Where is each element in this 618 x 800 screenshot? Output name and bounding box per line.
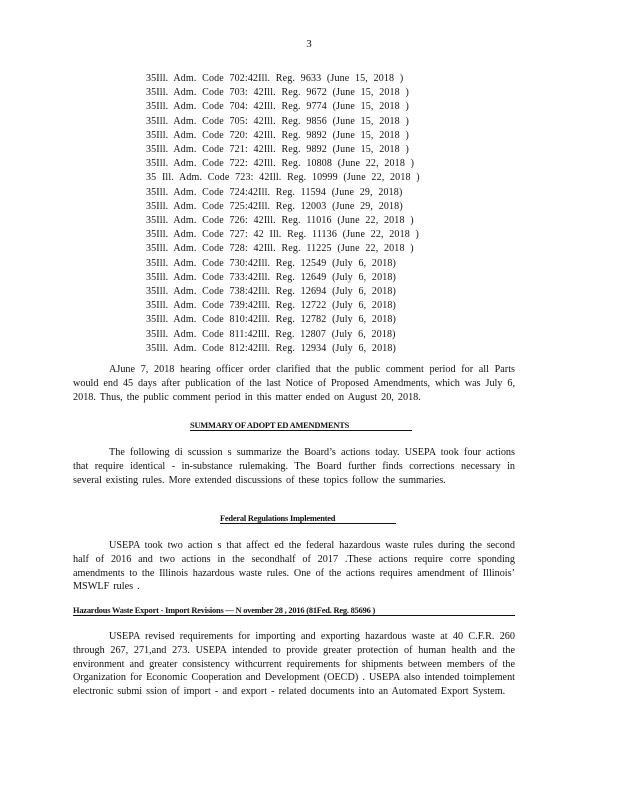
citation-line: 35Ill. Adm. Code 704: 42Ill. Reg. 9774 (June 15, 2018 ): [146, 101, 409, 113]
paragraph-federal: [73, 539, 515, 594]
citation-line: 35Ill. Adm. Code 705: 42Ill. Reg. 9856 (June 15, 2018 ): [146, 115, 409, 127]
paragraph-text: USEPA revised requirements for importing and exporting hazardous waste at 40 C.F.R. 260 through 267, 271,and 273. USEPA intended to provide greater protection of human health and the environment and greater consistency withcurrent requirements for shipments between members of the Organization for Economic Cooperation and Development (OECD) . USEPA also intended toimplement electronic submi ssion of import - and export - related documents into an Automated Export System.: [73, 631, 515, 698]
heading-summary: SUMMARY OF ADOPT ED AMENDMENTS: [190, 421, 412, 431]
paragraph-text: AJune 7, 2018 hearing officer order clarified that the public comment period for all Parts would end 45 days after publication of the last Notice of Proposed Amendments, which was July 6, 2018. Thus, the public comment period in this matter ended on August 20, 2018.: [73, 364, 515, 403]
heading-federal-regulations: Federal Regulations Implemented: [220, 514, 396, 524]
citation-line: 35Ill. Adm. Code 726: 42Ill. Reg. 11016 (June 22, 2018 ): [146, 215, 414, 227]
paragraph-text: USEPA took two action s that affect ed the federal hazardous waste rules during the second half of 2016 and two actions in the secondhalf of 2017 .These actions require corre sponding amendments to the Illinois hazardous waste rules. One of the actions requires amendment of Illinois’ MSWLF rules .: [73, 540, 515, 593]
citation-line: 35Ill. Adm. Code 733:42Ill. Reg. 12649 (July 6, 2018): [146, 271, 396, 283]
citation-line: 35Ill. Adm. Code 724:42Ill. Reg. 11594 (June 29, 2018): [146, 186, 403, 198]
citation-line: 35Ill. Adm. Code 725:42Ill. Reg. 12003 (June 29, 2018): [146, 200, 403, 212]
paragraph-comment-period: [73, 363, 515, 404]
citation-line: 35 Ill. Adm. Code 723: 42Ill. Reg. 10999 (June 22, 2018 ): [146, 172, 420, 184]
citation-line: 35Ill. Adm. Code 703: 42Ill. Reg. 9672 (June 15, 2018 ): [146, 87, 409, 99]
citation-line: 35Ill. Adm. Code 728: 42Ill. Reg. 11225 (June 22, 2018 ): [146, 243, 414, 255]
page-number: 3: [306, 38, 312, 50]
citation-line: 35Ill. Adm. Code 722: 42Ill. Reg. 10808 (June 22, 2018 ): [146, 158, 415, 170]
citation-line: 35Ill. Adm. Code 721: 42Ill. Reg. 9892 (June 15, 2018 ): [146, 144, 409, 156]
paragraph-text: The following di scussion s summarize the Board’s actions today. USEPA took four actions that require identical - in-substance rulemaking. The Board further finds corrections necessary in several existing rules. More extended discussions of these topics follow the summaries.: [73, 447, 515, 486]
citation-line: 35Ill. Adm. Code 702:42Ill. Reg. 9633 (June 15, 2018 ): [146, 73, 404, 84]
citation-line: 35Ill. Adm. Code 810:42Ill. Reg. 12782 (July 6, 2018): [146, 314, 396, 326]
citation-line: 35Ill. Adm. Code 727: 42 Ill. Reg. 11136 (June 22, 2018 ): [146, 229, 420, 241]
citation-line: 35Ill. Adm. Code 739:42Ill. Reg. 12722 (July 6, 2018): [146, 300, 396, 312]
citation-line: 35Ill. Adm. Code 738:42Ill. Reg. 12694 (July 6, 2018): [146, 286, 396, 298]
citation-line: 35Ill. Adm. Code 720: 42Ill. Reg. 9892 (June 15, 2018 ): [146, 129, 409, 141]
citation-list: [146, 72, 420, 356]
paragraph-hazardous-waste: [73, 630, 515, 699]
citation-line: 35Ill. Adm. Code 730:42Ill. Reg. 12549 (July 6, 2018): [146, 257, 396, 269]
paragraph-summary: [73, 446, 515, 487]
heading-hazardous-waste: Hazardous Waste Export - Import Revisions — N ovember 28 , 2016 (81Fed. Reg. 85696 ): [73, 606, 515, 616]
citation-line: 35Ill. Adm. Code 811:42Ill. Reg. 12807 (July 6, 2018): [146, 328, 396, 340]
citation-line: 35Ill. Adm. Code 812:42Ill. Reg. 12934 (July 6, 2018): [146, 342, 396, 354]
